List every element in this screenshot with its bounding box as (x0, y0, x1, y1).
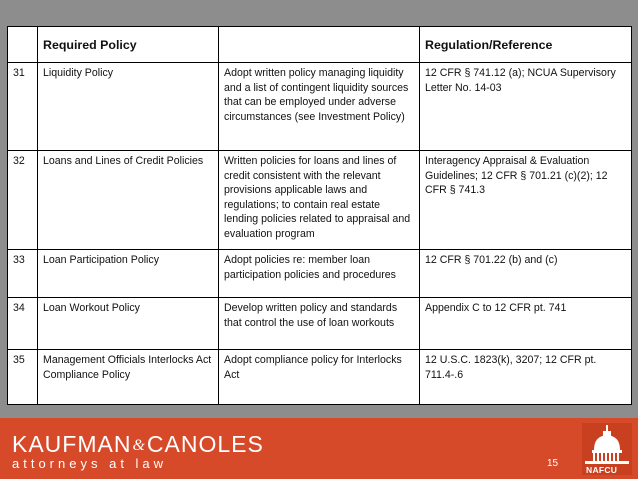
table-row (8, 298, 632, 350)
row-number: 34 (8, 298, 38, 350)
row-regulation: 12 CFR § 741.12 (a); NCUA Supervisory Letter No. 14-03 (420, 63, 632, 151)
table-row (8, 250, 632, 298)
table-row (8, 151, 632, 250)
header-num (8, 27, 38, 63)
row-number: 33 (8, 250, 38, 298)
row-regulation: 12 U.S.C. 1823(k), 3207; 12 CFR pt. 711.4-.6 (420, 350, 632, 405)
row-policy: Liquidity Policy (38, 63, 219, 151)
header-required-policy: Required Policy (38, 27, 219, 63)
table-row (8, 63, 632, 151)
table-row (8, 350, 632, 405)
row-regulation: Interagency Appraisal & Evaluation Guidelines; 12 CFR § 701.21 (c)(2); 12 CFR § 741.3 (420, 151, 632, 250)
row-regulation: 12 CFR § 701.22 (b) and (c) (420, 250, 632, 298)
row-regulation: Appendix C to 12 CFR pt. 741 (420, 298, 632, 350)
table-header-row (8, 27, 632, 63)
row-description: Adopt policies re: member loan participation policies and procedures (219, 250, 420, 298)
nafcu-label: NAFCU (586, 465, 618, 475)
row-policy: Loan Workout Policy (38, 298, 219, 350)
row-description: Develop written policy and standards that control the use of loan workouts (219, 298, 420, 350)
logo-word-right: CANOLES (146, 431, 264, 457)
row-number: 32 (8, 151, 38, 250)
row-policy: Management Officials Interlocks Act Compliance Policy (38, 350, 219, 405)
row-number: 31 (8, 63, 38, 151)
logo-word-left: KAUFMAN (12, 431, 132, 457)
row-number: 35 (8, 350, 38, 405)
row-description: Adopt written policy managing liquidity and a list of contingent liquidity sources that can be employed under adverse circumstances (see Investment Policy) (219, 63, 420, 151)
policy-table (7, 26, 632, 405)
row-policy: Loan Participation Policy (38, 250, 219, 298)
row-description: Adopt compliance policy for Interlocks Act (219, 350, 420, 405)
logo-tagline: attorneys at law (12, 456, 168, 471)
page-number: 15 (547, 458, 559, 469)
header-regulation-reference: Regulation/Reference (420, 27, 632, 63)
header-description (219, 27, 420, 63)
firm-logo (12, 431, 264, 458)
logo-ampersand: & (132, 437, 146, 454)
row-policy: Loans and Lines of Credit Policies (38, 151, 219, 250)
row-description: Written policies for loans and lines of credit consistent with the relevant provisions applicable laws and regulations; to contain real estate lending policies related to appraisal and evaluation program (219, 151, 420, 250)
